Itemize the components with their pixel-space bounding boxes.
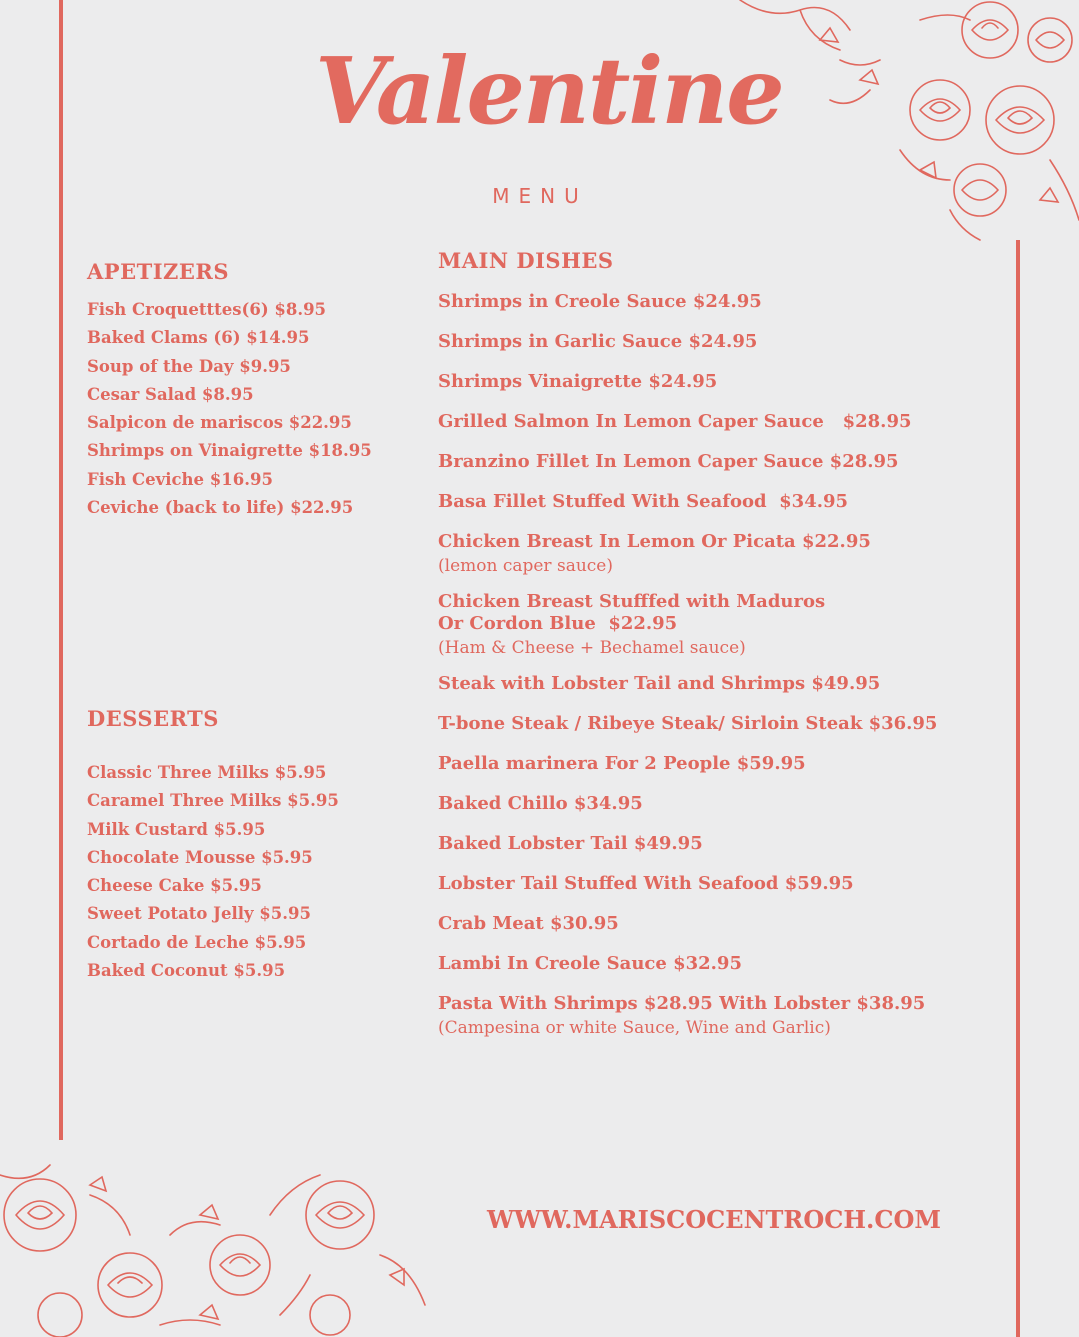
main-dishes-heading: MAIN DISHES — [438, 248, 614, 273]
dish-name: Lobster Tail Stuffed With Seafood $59.95 — [438, 873, 854, 894]
menu-item — [438, 793, 937, 815]
menu-item: Baked Coconut $5.95 — [87, 961, 286, 981]
dish-name: Lambi In Creole Sauce $32.95 — [438, 953, 742, 974]
menu-subtitle: MENU — [492, 184, 588, 208]
menu-item: Ceviche (back to life) $22.95 — [87, 498, 354, 518]
menu-item — [438, 371, 937, 393]
dish-name: Paella marinera For 2 People $59.95 — [438, 753, 806, 774]
menu-item — [438, 833, 937, 855]
dish-name: Crab Meat $30.95 — [438, 913, 619, 934]
appetizers-heading: APETIZERS — [87, 259, 229, 284]
menu-item — [438, 873, 937, 895]
menu-item: Salpicon de mariscos $22.95 — [87, 413, 352, 433]
menu-item: Fish Ceviche $16.95 — [87, 469, 273, 489]
menu-item — [438, 993, 937, 1039]
menu-item: Soup of the Day $9.95 — [87, 356, 291, 376]
menu-item: Baked Clams (6) $14.95 — [87, 328, 310, 348]
desserts-heading: DESSERTS — [87, 706, 219, 731]
dish-note: (Campesina or white Sauce, Wine and Garlic) — [438, 1018, 831, 1038]
dish-name: Shrimps Vinaigrette $24.95 — [438, 371, 718, 392]
dish-note: (lemon caper sauce) — [438, 556, 613, 576]
dish-name: Grilled Salmon In Lemon Caper Sauce $28.95 — [438, 411, 912, 432]
menu-item: Cheese Cake $5.95 — [87, 876, 262, 896]
dish-name-line2: Or Cordon Blue $22.95 — [438, 613, 678, 634]
menu-item — [438, 713, 937, 735]
menu-item — [438, 753, 937, 775]
menu-item: Fish Croquetttes(6) $8.95 — [87, 300, 327, 319]
rose-illustration-bottom-left — [0, 1155, 430, 1337]
menu-item — [438, 673, 937, 695]
menu-item — [438, 291, 937, 313]
menu-title: Valentine — [315, 37, 783, 145]
dish-name: Chicken Breast Stufffed with Maduros — [438, 591, 826, 612]
right-border-line — [1016, 240, 1020, 1337]
menu-item: Classic Three Milks $5.95 — [87, 763, 327, 782]
website-url: WWW.MARISCOCENTROCH.COM — [487, 1205, 941, 1234]
menu-item — [438, 591, 937, 659]
menu-item — [438, 953, 937, 975]
dish-name: Basa Fillet Stuffed With Seafood $34.95 — [438, 491, 849, 512]
desserts-list — [87, 759, 339, 985]
dish-name: Chicken Breast In Lemon Or Picata $22.95 — [438, 531, 871, 552]
menu-item: Shrimps on Vinaigrette $18.95 — [87, 441, 372, 461]
dish-name: T-bone Steak / Ribeye Steak/ Sirloin Steak $36.95 — [438, 713, 938, 734]
dish-name: Pasta With Shrimps $28.95 With Lobster $38.95 — [438, 993, 926, 1014]
dish-name: Baked Chillo $34.95 — [438, 793, 643, 814]
dish-name: Branzino Fillet In Lemon Caper Sauce $28.95 — [438, 451, 899, 472]
menu-item — [438, 491, 937, 513]
menu-item: Chocolate Mousse $5.95 — [87, 847, 313, 867]
dish-name: Steak with Lobster Tail and Shrimps $49.95 — [438, 673, 881, 694]
menu-item — [438, 451, 937, 473]
menu-item — [438, 531, 937, 577]
menu-item — [438, 331, 937, 353]
menu-item: Cortado de Leche $5.95 — [87, 932, 307, 952]
appetizers-list — [87, 296, 372, 522]
dish-name: Shrimps in Garlic Sauce $24.95 — [438, 331, 758, 352]
dish-name: Shrimps in Creole Sauce $24.95 — [438, 291, 762, 312]
main-dishes-list — [438, 291, 937, 1057]
dish-note: (Ham & Cheese + Bechamel sauce) — [438, 638, 746, 658]
left-border-line — [59, 0, 63, 1140]
menu-item — [438, 411, 937, 433]
menu-item: Sweet Potato Jelly $5.95 — [87, 904, 311, 924]
menu-item — [438, 913, 937, 935]
menu-item: Cesar Salad $8.95 — [87, 384, 254, 404]
dish-name: Baked Lobster Tail $49.95 — [438, 833, 703, 854]
menu-item: Caramel Three Milks $5.95 — [87, 791, 339, 811]
menu-item: Milk Custard $5.95 — [87, 819, 266, 839]
